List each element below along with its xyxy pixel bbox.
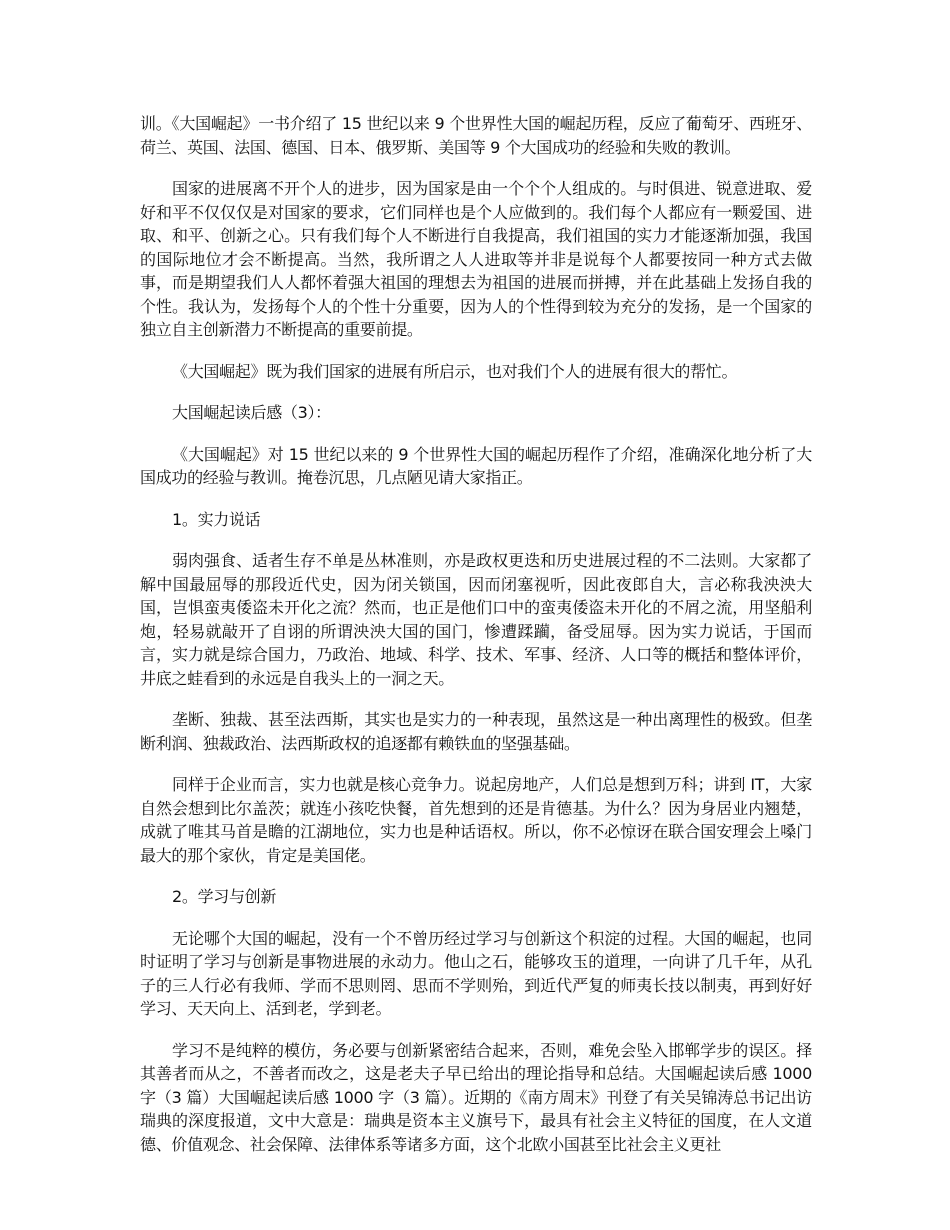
paragraph-book-intro: 《大国崛起》对 15 世纪以来的 9 个世界性大国的崛起历程作了介绍，准确深化地分析了大国成功的经验与教训。掩卷沉思，几点陋见请大家指正。 — [140, 444, 812, 487]
paragraph-enterprise: 同样于企业而言，实力也就是核心竞争力。说起房地产，人们总是想到万科；讲到 IT，大家自然会想到比尔盖茨；就连小孩吃快餐，首先想到的还是肯德基。为什么？因为身居业内翘楚，成就了唯其马首是瞻的江湖地位，实力也是种话语权。所以，你不必惊讶在联合国安理会上嗓门最大的那个家伙，肯定是美国佬。 — [140, 775, 812, 865]
paragraph-learning-innovation: 无论哪个大国的崛起，没有一个不曾历经过学习与创新这个积淀的过程。大国的崛起，也同时证明了学习与创新是事物进展的永动力。他山之石，能够攻玉的道理，一向讲了几千年，从孔子的三人行必有我师、学而不思则罔、思而不学则殆，到近代严复的师夷长技以制夷，再到好好学习、天天向上、活到老，学到老。 — [140, 928, 812, 1018]
paragraph-imitation: 学习不是纯粹的模仿，务必要与创新紧密结合起来，否则，难免会坠入邯郸学步的误区。择其善者而从之，不善者而改之，这是老夫子早已给出的理论指导和总结。大国崛起读后感 1000 字（3 篇）大国崛起读后感 1000 字（3 篇）。近期的《南方周末》刊登了有关吴锦涛总书记出访瑞典的深度报道，文中大意是：瑞典是资本主义旗号下，最具有社会主义特征的国度，在人文道德、价值观念、社会保障、法律体系等诸多方面，这个北欧小国甚至比社会主义更社 — [140, 1040, 812, 1154]
section-heading-learning: 2。学习与创新 — [172, 887, 277, 906]
document-page — [140, 112, 812, 1174]
section-heading-review-3: 大国崛起读后感（3）： — [172, 403, 331, 422]
paragraph-monopoly: 垄断、独裁、甚至法西斯，其实也是实力的一种表现，虽然这是一种出离理性的极致。但垄断利润、独裁政治、法西斯政权的追逐都有赖铁血的坚强基础。 — [140, 710, 812, 753]
paragraph-national-progress: 国家的进展离不开个人的进步，因为国家是由一个个个人组成的。与时俱进、锐意进取、爱好和平不仅仅仅是对国家的要求，它们同样也是个人应做到的。我们每个人都应有一颗爱国、进取、和平、创新之心。只有我们每个人不断进行自我提高，我们祖国的实力才能逐渐加强，我国的国际地位才会不断提高。当然，我所谓之人人进取等并非是说每个人都要按同一种方式去做事，而是期望我们人人都怀着强大祖国的理想去为祖国的进展而拼搏，并在此基础上发扬自我的个性。我认为，发扬每个人的个性十分重要，因为人的个性得到较为充分的发扬，是一个国家的独立自主创新潜力不断提高的重要前提。 — [140, 179, 812, 339]
paragraph-inspiration: 《大国崛起》既为我们国家的进展有所启示，也对我们个人的进展有很大的帮忙。 — [172, 361, 738, 381]
paragraph-jungle-law: 弱肉强食、适者生存不单是丛林准则，亦是政权更迭和历史进展过程的不二法则。大家都了解中国最屈辱的那段近代史，因为闭关锁国，因而闭塞视听，因此夜郎自大，言必称我泱泱大国，岂惧蛮夷倭盗未开化之流？然而，也正是他们口中的蛮夷倭盗未开化的不屑之流，用坚船利炮，轻易就敲开了自诩的所谓泱泱大国的国门，惨遭蹂躏，备受屈辱。因为实力说话，于国而言，实力就是综合国力，乃政治、地域、科学、技术、军事、经济、人口等的概括和整体评价，井底之蛙看到的永远是自我头上的一洞之天。 — [140, 551, 812, 688]
paragraph-continuation: 训。《大国崛起》一书介绍了 15 世纪以来 9 个世界性大国的崛起历程，反应了葡萄牙、西班牙、荷兰、英国、法国、德国、日本、俄罗斯、美国等 9 个大国成功的经验和失败的教训。 — [140, 114, 812, 157]
section-heading-strength: 1。实力说话 — [172, 509, 261, 529]
